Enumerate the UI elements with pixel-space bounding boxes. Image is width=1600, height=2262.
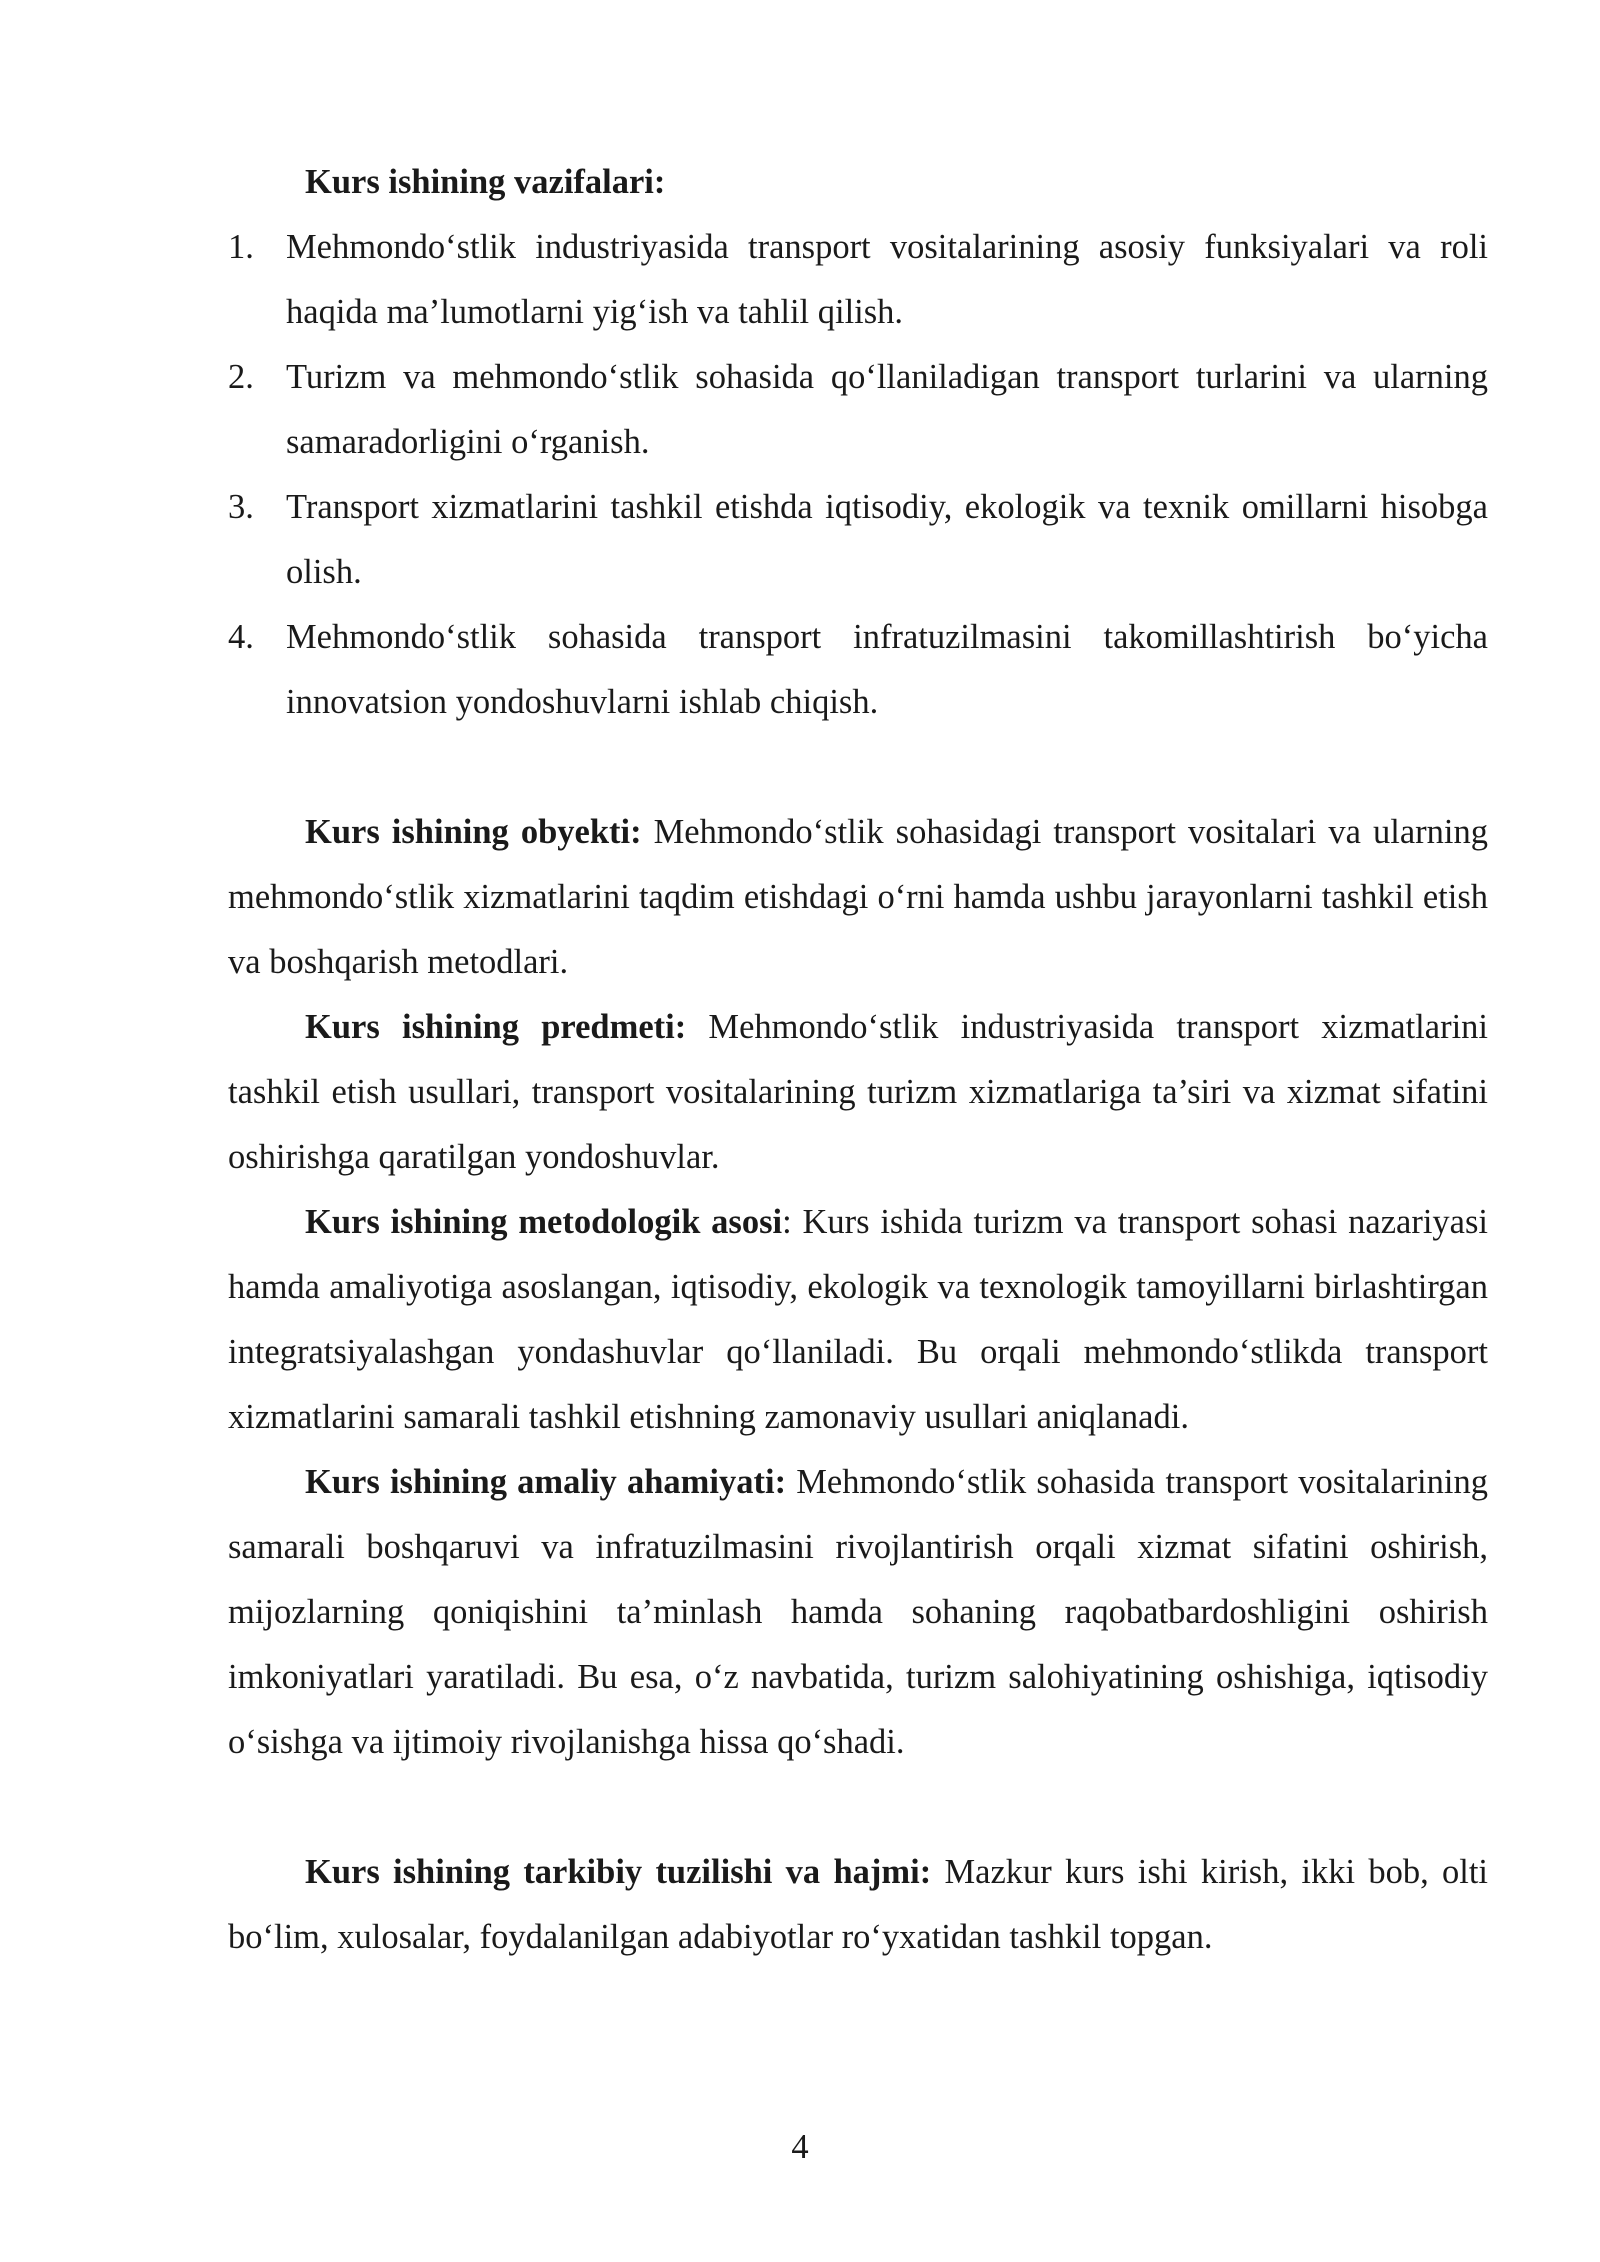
object-text: Mehmondo‘stlik sohasidagi transport vositalari va ularning mehmondo‘stlik xizmatlarini taqdim etishdagi o‘rni hamda ushbu jarayonlarni tashkil etish va boshqarish metodlari. <box>228 813 1488 981</box>
task-text: Mehmondo‘stlik industriyasida transport vositalarining asosiy funksiyalari va roli haqida ma’lumotlarni yig‘ish va tahlil qilish. <box>286 228 1488 331</box>
document-page <box>228 150 1488 1970</box>
structure-text: Mazkur kurs ishi kirish, ikki bob, olti bo‘lim, xulosalar, foydalanilgan adabiyotlar ro‘yxatidan tashkil topgan. <box>228 1853 1488 1956</box>
page-number: 4 <box>791 2128 809 2166</box>
task-number: 2. <box>228 358 254 396</box>
object-paragraph <box>228 800 1488 995</box>
methodology-text: : Kurs ishida turizm va transport sohasi nazariyasi hamda amaliyotiga asoslangan, iqtisodiy, ekologik va texnologik tamoyillarni birlashtirgan integratsiyalashgan yondashuvlar qo‘llaniladi. Bu orqali mehmondo‘stlikda transport xizmatlarini samarali tashkil etishning zamonaviy usullari aniqlanadi. <box>228 1203 1488 1436</box>
methodology-paragraph <box>228 1190 1488 1450</box>
methodology-label: Kurs ishining metodologik asosi <box>305 1203 783 1241</box>
tasks-list <box>228 215 1488 735</box>
task-number: 3. <box>228 488 254 526</box>
subject-paragraph <box>228 995 1488 1190</box>
paragraph-gap <box>228 1775 1488 1840</box>
practical-label: Kurs ishining amaliy ahamiyati: <box>305 1463 787 1501</box>
paragraph-gap <box>228 735 1488 800</box>
practical-paragraph <box>228 1450 1488 1775</box>
task-item <box>228 345 1488 475</box>
structure-paragraph <box>228 1840 1488 1970</box>
task-text: Mehmondo‘stlik sohasida transport infratuzilmasini takomillashtirish bo‘yicha innovatsion yondoshuvlarni ishlab chiqish. <box>286 618 1488 721</box>
task-number: 1. <box>228 228 254 266</box>
practical-text: Mehmondo‘stlik sohasida transport vositalarining samarali boshqaruvi va infratuzilmasini rivojlantirish orqali xizmat sifatini oshirish, mijozlarning qoniqishini ta’minlash hamda sohaning raqobatbardoshligini oshirish imkoniyatlari yaratiladi. Bu esa, o‘z navbatida, turizm salohiyatining oshishiga, iqtisodiy o‘sishga va ijtimoiy rivojlanishga hissa qo‘shadi. <box>228 1463 1488 1761</box>
task-text: Transport xizmatlarini tashkil etishda iqtisodiy, ekologik va texnik omillarni hisobga olish. <box>286 488 1488 591</box>
task-text: Turizm va mehmondo‘stlik sohasida qo‘llaniladigan transport turlarini va ularning samaradorligini o‘rganish. <box>286 358 1488 461</box>
object-label: Kurs ishining obyekti: <box>305 813 642 851</box>
task-number: 4. <box>228 618 254 656</box>
task-item <box>228 215 1488 345</box>
structure-label: Kurs ishining tarkibiy tuzilishi va hajmi: <box>305 1853 932 1891</box>
task-item <box>228 475 1488 605</box>
subject-text: Mehmondo‘stlik industriyasida transport xizmatlarini tashkil etish usullari, transport vositalarining turizm xizmatlariga ta’siri va xizmat sifatini oshirishga qaratilgan yondoshuvlar. <box>228 1008 1488 1176</box>
subject-label: Kurs ishining predmeti: <box>305 1008 687 1046</box>
task-item <box>228 605 1488 735</box>
tasks-heading: Kurs ishining vazifalari: <box>305 163 666 201</box>
